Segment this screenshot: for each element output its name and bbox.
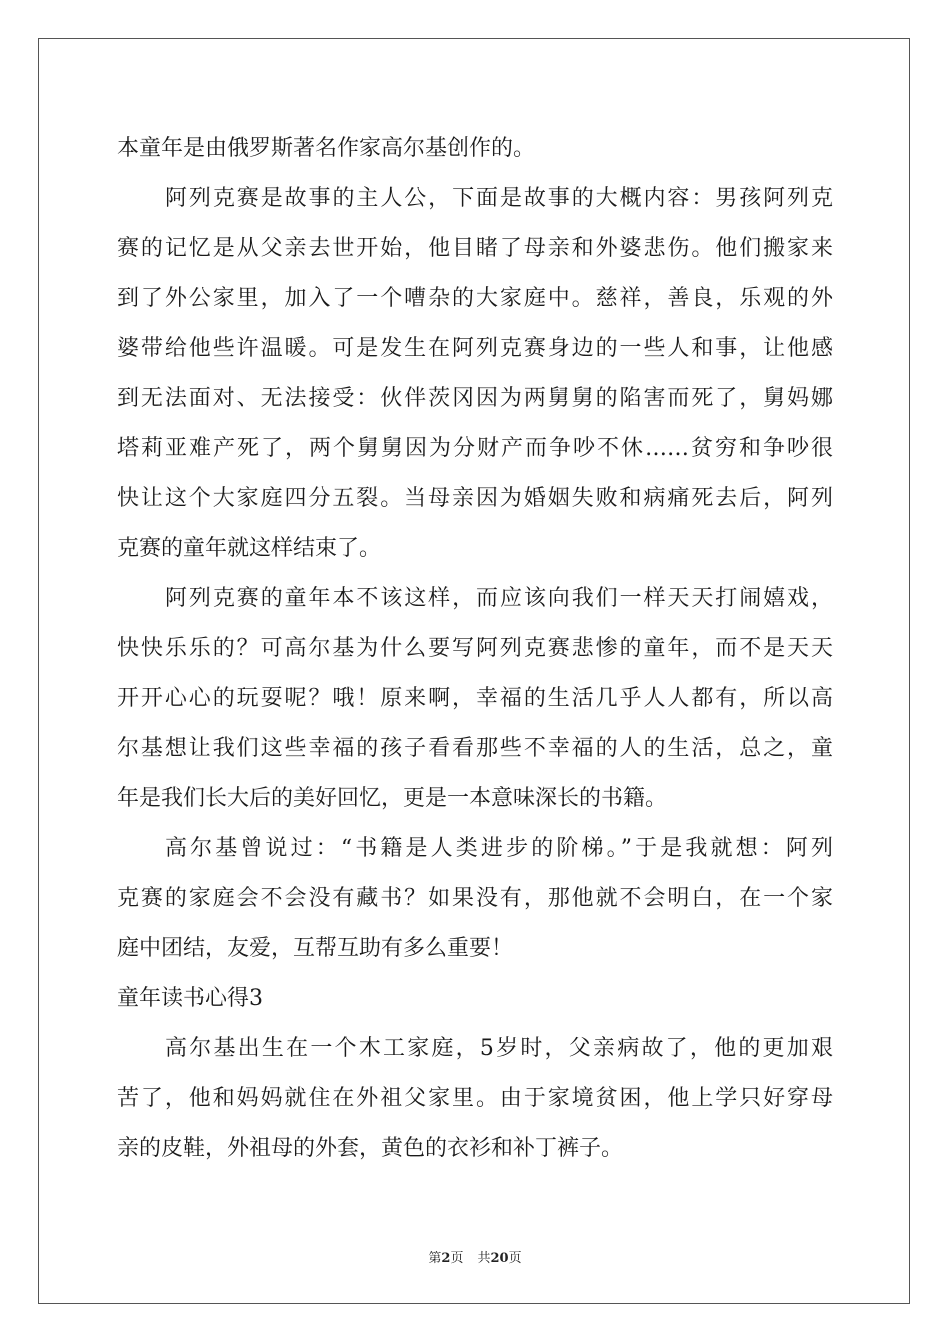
footer-page-number: 2 — [441, 1251, 451, 1266]
footer-page-prefix: 第 — [428, 1251, 442, 1266]
text-line: 庭中团结，友爱，互帮互助有多么重要！ — [117, 936, 514, 961]
text-line: 苦了，他和妈妈就住在外祖父家里。由于家境贫困，他上学只好穿母 — [117, 1086, 833, 1111]
footer-page-suffix: 页 — [450, 1251, 464, 1266]
page-footer — [0, 1247, 950, 1266]
text-line: 快快乐乐的？可高尔基为什么要写阿列克赛悲惨的童年，而不是天天 — [117, 636, 833, 661]
document-body — [117, 124, 833, 1174]
footer-total-prefix: 共 — [477, 1251, 491, 1266]
text-line: 年是我们长大后的美好回忆，更是一本意味深长的书籍。 — [117, 786, 668, 811]
text-line: 克赛的家庭会不会没有藏书？如果没有，那他就不会明白，在一个家 — [117, 886, 833, 911]
text-line: 本童年是由俄罗斯著名作家高尔基创作的。 — [117, 136, 536, 161]
text-line: 婆带给他些许温暖。可是发生在阿列克赛身边的一些人和事，让他感 — [117, 336, 833, 361]
text-line: 亲的皮鞋，外祖母的外套，黄色的衣衫和补丁裤子。 — [117, 1136, 624, 1161]
text-line: 克赛的童年就这样结束了。 — [117, 536, 382, 561]
footer-total-pages: 20 — [490, 1251, 509, 1266]
text-line: 赛的记忆是从父亲去世开始，他目睹了母亲和外婆悲伤。他们搬家来 — [117, 236, 833, 261]
text-line: 快让这个大家庭四分五裂。当母亲因为婚姻失败和病痛死去后，阿列 — [117, 486, 833, 511]
text-line: 到了外公家里，加入了一个嘈杂的大家庭中。慈祥，善良，乐观的外 — [117, 286, 833, 311]
text-line: 阿列克赛的童年本不该这样，而应该向我们一样天天打闹嬉戏， — [165, 586, 833, 611]
text-line: 开开心心的玩耍呢？哦！原来啊，幸福的生活几乎人人都有，所以高 — [117, 686, 833, 711]
text-line: 高尔基出生在一个木工家庭，5岁时，父亲病故了，他的更加艰 — [165, 1036, 833, 1061]
section-heading: 童年读书心得3 — [117, 986, 263, 1011]
footer-total-suffix: 页 — [508, 1251, 522, 1266]
text-line: 塔莉亚难产死了，两个舅舅因为分财产而争吵不休……贫穷和争吵很 — [117, 436, 833, 461]
text-line: 阿列克赛是故事的主人公，下面是故事的大概内容：男孩阿列克 — [165, 186, 833, 211]
text-line: 到无法面对、无法接受：伙伴茨冈因为两舅舅的陷害而死了，舅妈娜 — [117, 386, 833, 411]
text-line: 尔基想让我们这些幸福的孩子看看那些不幸福的人的生活，总之，童 — [117, 736, 833, 761]
text-line: 高尔基曾说过：“书籍是人类进步的阶梯。”于是我就想：阿列 — [165, 836, 833, 861]
